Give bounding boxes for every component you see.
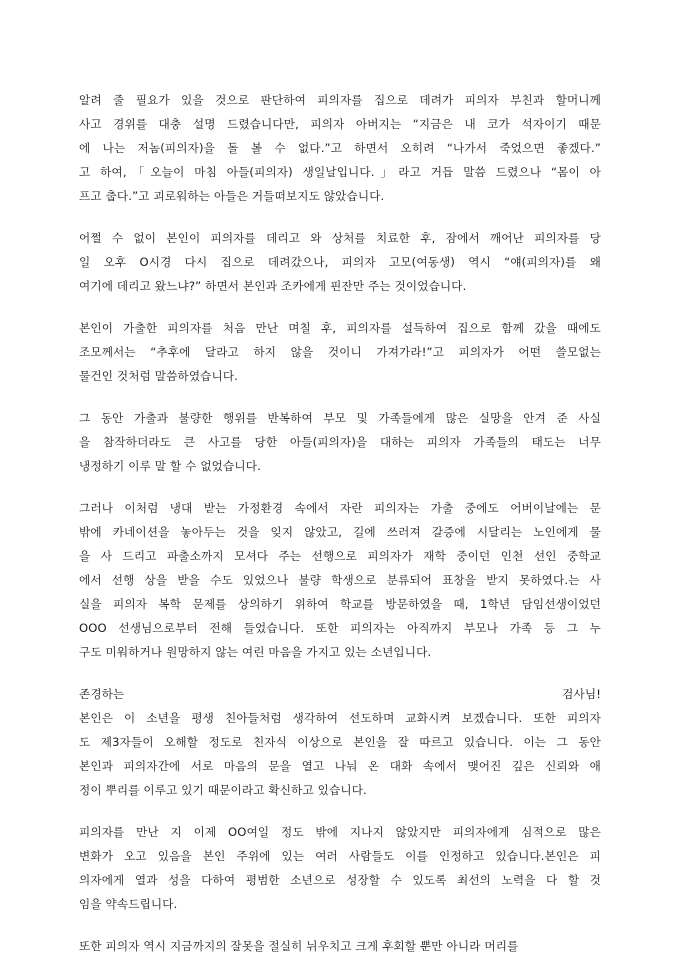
text-line: 밖에 카네이션을 놓아두는 것을 잊지 않았고, 길에 쓰러져 갈증에 시달리는 노인에게 물 <box>79 525 601 539</box>
paragraph-spacer <box>79 664 601 682</box>
text-line: 냉정하기 이루 말 할 수 없었습니다. <box>79 459 261 473</box>
text-line: 일 오후 O시경 다시 집으로 데려갔으나, 피의자 고모(여동생) 역시 “얘(피의자)를 왜 <box>79 255 601 269</box>
text-line: 또한 피의자 역시 지금까지의 잘못을 절실히 뉘우치고 크게 후회할 뿐만 아니라 머리를 <box>79 939 519 953</box>
text-line: 임을 약속드립니다. <box>79 897 178 911</box>
paragraph <box>79 682 601 802</box>
text-line: 본인은 이 소년을 평생 친아들처럼 생각하여 선도하며 교화시켜 보겠습니다. 또한 피의자 <box>79 711 601 725</box>
text-line: 어쩔 수 없이 본인이 피의자를 데리고 와 상처를 치료한 후, 잠에서 깨어난 피의자를 당 <box>79 231 601 245</box>
paragraph <box>79 88 601 208</box>
text-line: 알려 줄 필요가 있을 것으로 판단하여 피의자를 집으로 데려가 피의자 부친과 할머니께 <box>79 93 601 107</box>
paragraph <box>79 934 601 958</box>
paragraph-spacer <box>79 388 601 406</box>
text-line: 조모께서는 “추후에 달라고 하지 않을 것이니 가져가라!”고 피의자가 어떤 쓸모없는 <box>79 345 601 359</box>
paragraph-spacer <box>79 802 601 820</box>
text-line: 피의자를 만난 지 이제 OO여일 정도 밖에 지나지 않았지만 피의자에게 심적으로 많은 <box>79 825 601 839</box>
text-line: 도 제3자들이 오해할 정도로 친자식 이상으로 본인을 잘 따르고 있습니다. 이는 그 동안 <box>79 735 601 749</box>
text-line: 구도 미워하거나 원망하지 않는 여린 마음을 가지고 있는 소년입니다. <box>79 645 432 659</box>
text-line: 그 동안 가출과 불량한 행위를 반복하여 부모 및 가족들에게 많은 실망을 안겨 준 사실 <box>79 411 601 425</box>
paragraph <box>79 226 601 298</box>
text-line: 프고 춥다.”고 괴로워하는 아들은 거들떠보지도 않았습니다. <box>79 189 385 203</box>
text-line: OOO 선생님으로부터 전해 들었습니다. 또한 피의자는 아직까지 부모나 가족 등 그 누 <box>79 621 601 635</box>
paragraph-spacer <box>79 478 601 496</box>
paragraph-spacer <box>79 298 601 316</box>
text-line: 본인과 피의자간에 서로 마음의 문을 열고 나눠 온 대화 속에서 맺어진 깊은 신뢰와 애 <box>79 759 601 773</box>
text-line: 정이 뿌리를 이루고 있기 때문이라고 확신하고 있습니다. <box>79 783 367 797</box>
text-line: 에 나는 저놈(피의자)을 돌 볼 수 없다.”고 하면서 오히려 “나가서 죽었으면 좋겠다.” <box>79 141 601 155</box>
paragraph <box>79 496 601 664</box>
text-line: 물건인 것처럼 말씀하였습니다. <box>79 369 239 383</box>
paragraph <box>79 820 601 916</box>
text-line: 본인이 가출한 피의자를 처음 만난 며칠 후, 피의자를 설득하여 집으로 함께 갔을 때에도 <box>79 321 601 335</box>
document-body <box>79 88 601 958</box>
text-line: 변화가 오고 있음을 본인 주위에 있는 여러 사람들도 이를 인정하고 있습니다.본인은 피 <box>79 849 601 863</box>
paragraph-spacer <box>79 916 601 934</box>
paragraph <box>79 406 601 478</box>
paragraph-spacer <box>79 208 601 226</box>
text-line: 존경하는 검사님! <box>79 687 601 701</box>
paragraph <box>79 316 601 388</box>
text-line: 을 사 드리고 파출소까지 모셔다 주는 선행으로 피의자가 재학 중이던 인천 선인 중학교 <box>79 549 601 563</box>
text-line: 사고 경위를 대충 설명 드렸습니다만, 피의자 아버지는 “지금은 내 코가 석자이기 때문 <box>79 117 601 131</box>
text-line: 을 참작하더라도 큰 사고를 당한 아들(피의자)을 대하는 피의자 가족들의 태도는 너무 <box>79 435 601 449</box>
text-line: 고 하여,「오늘이 마침 아들(피의자) 생일날입니다.」라고 거듭 말씀 드렸으나 “몸이 아 <box>79 165 601 179</box>
text-line: 의자에게 열과 성을 다하여 평범한 소년으로 성장할 수 있도록 최선의 노력을 다 할 것 <box>79 873 601 887</box>
text-line: 여기에 데리고 왔느냐?” 하면서 본인과 조카에게 핀잔만 주는 것이었습니다. <box>79 279 467 293</box>
text-line: 실을 피의자 복학 문제를 상의하기 위하여 학교를 방문하였을 때, 1학년 담임선생이었던 <box>79 597 601 611</box>
text-line: 에서 선행 상을 받을 수도 있었으나 불량 학생으로 분류되어 표창을 받지 못하였다.는 사 <box>79 573 601 587</box>
text-line: 그러나 이처럼 냉대 받는 가정환경 속에서 자란 피의자는 가출 중에도 어버이날에는 문 <box>79 501 601 515</box>
